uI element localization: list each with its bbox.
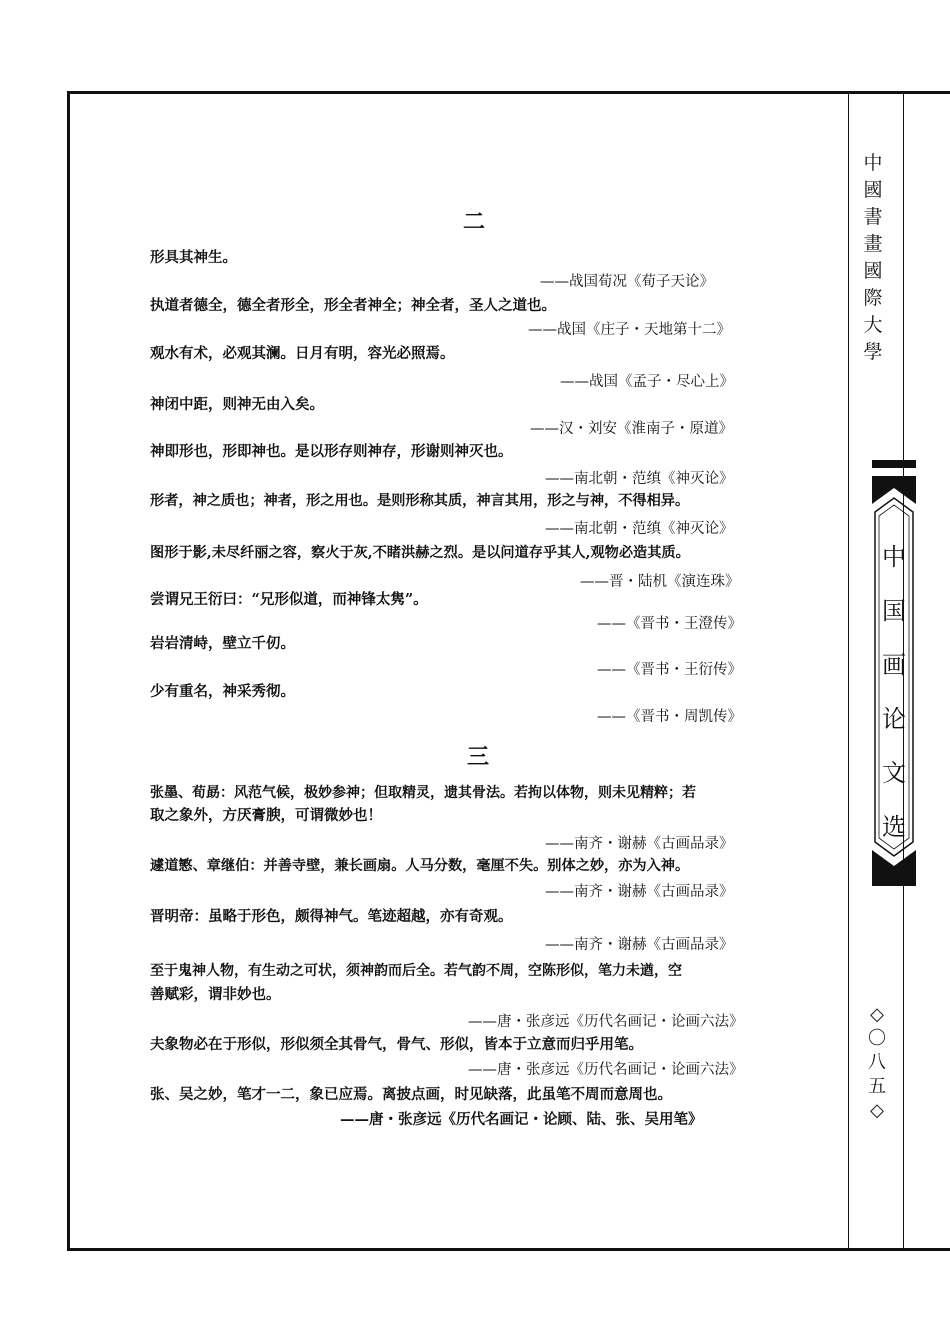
institution-name: 中 國 書 畫 國 際 大 學: [863, 152, 883, 363]
quote-source: ——战国《孟子・尽心上》: [560, 374, 734, 390]
quote-source: ——南北朝・范缜《神灭论》: [545, 471, 734, 487]
quote-source: ——战国《庄子・天地第十二》: [528, 322, 731, 338]
quote-line: 神即形也，形即神也。是以形存则神存，形谢则神灭也。: [150, 443, 513, 460]
quote-line: 图形于影,未尽纤丽之容，察火于灰,不睹洪赫之烈。是以问道存乎其人,观物必造其质。: [150, 545, 690, 561]
banner-bar-bottom: [872, 878, 916, 886]
section-heading-3: 三: [467, 744, 490, 770]
quote-line: 形具其神生。: [150, 249, 237, 266]
quote-source: ——战国荀况《荀子天论》: [540, 274, 714, 290]
quote-source: ——汉・刘安《淮南子・原道》: [530, 421, 733, 437]
quote-line: 尝谓兄王衍曰：“兄形似道，而神锋太隽”。: [150, 591, 428, 608]
quote-source: ——唐・张彦远《历代名画记・论画六法》: [468, 1062, 744, 1078]
banner-bar-top: [872, 460, 916, 468]
quote-line: 岩岩清峙，壁立千仞。: [150, 635, 295, 652]
quote-line: 张墨、荀勗：风范气候，极妙参神；但取精灵，遗其骨法。若拘以体物，则未见精粹；若: [150, 785, 696, 801]
quote-source: ——《晋书・王衍传》: [597, 662, 742, 678]
quote-line: 执道者德全，德全者形全，形全者神全；神全者，圣人之道也。: [150, 297, 556, 314]
quote-source: ——唐・张彦远《历代名画记・论画六法》: [468, 1014, 744, 1030]
quote-source: ——南齐・谢赫《古画品录》: [545, 836, 734, 852]
quote-source: ——唐・张彦远《历代名画记・论顾、陆、张、吴用笔》: [340, 1111, 703, 1128]
quote-line: 遽道慜、章继伯：并善寺壁，兼长画扇。人马分数，毫厘不失。别体之妙，亦为入神。: [150, 858, 690, 874]
book-title: 中 国 画 论 文 选: [882, 543, 906, 841]
quote-line: 观水有术，必观其澜。日月有明，容光必照焉。: [150, 345, 455, 362]
quote-source: ——南齐・谢赫《古画品录》: [545, 884, 734, 900]
quote-line: 取之象外，方厌膏腴，可谓微妙也！: [150, 807, 382, 824]
quote-line: 少有重名，神采秀彻。: [150, 683, 295, 700]
quote-line: 善赋彩，谓非妙也。: [150, 986, 281, 1003]
quote-line: 夫象物必在于形似，形似须全其骨气，骨气、形似，皆本于立意而归乎用笔。: [150, 1036, 643, 1053]
side-rule-left: [848, 91, 849, 1251]
quote-line: 晋明帝：虽略于形色，颇得神气。笔迹超越，亦有奇观。: [150, 908, 513, 925]
quote-line: 神闭中距，则神无由入矣。: [150, 396, 324, 413]
page-number: ◇ 〇 八 五 ◇: [868, 1004, 886, 1121]
quote-line: 张、吴之妙，笔才一二，象已应焉。离披点画，时见缺落，此虽笔不周而意周也。: [150, 1086, 672, 1103]
quote-source: ——南北朝・范缜《神灭论》: [545, 521, 734, 537]
quote-source: ——晋・陆机《演连珠》: [580, 574, 740, 590]
quote-source: ——南齐・谢赫《古画品录》: [545, 937, 734, 953]
section-heading-2: 二: [463, 209, 486, 235]
quote-source: ——《晋书・周凯传》: [597, 709, 742, 725]
quote-source: ——《晋书・王澄传》: [597, 616, 742, 632]
quote-line: 形者，神之质也；神者，形之用也。是则形称其质，神言其用，形之与神，不得相异。: [150, 493, 690, 509]
quote-line: 至于鬼神人物，有生动之可状，须神韵而后全。若气韵不周，空陈形似，笔力未遒，空: [150, 963, 682, 979]
